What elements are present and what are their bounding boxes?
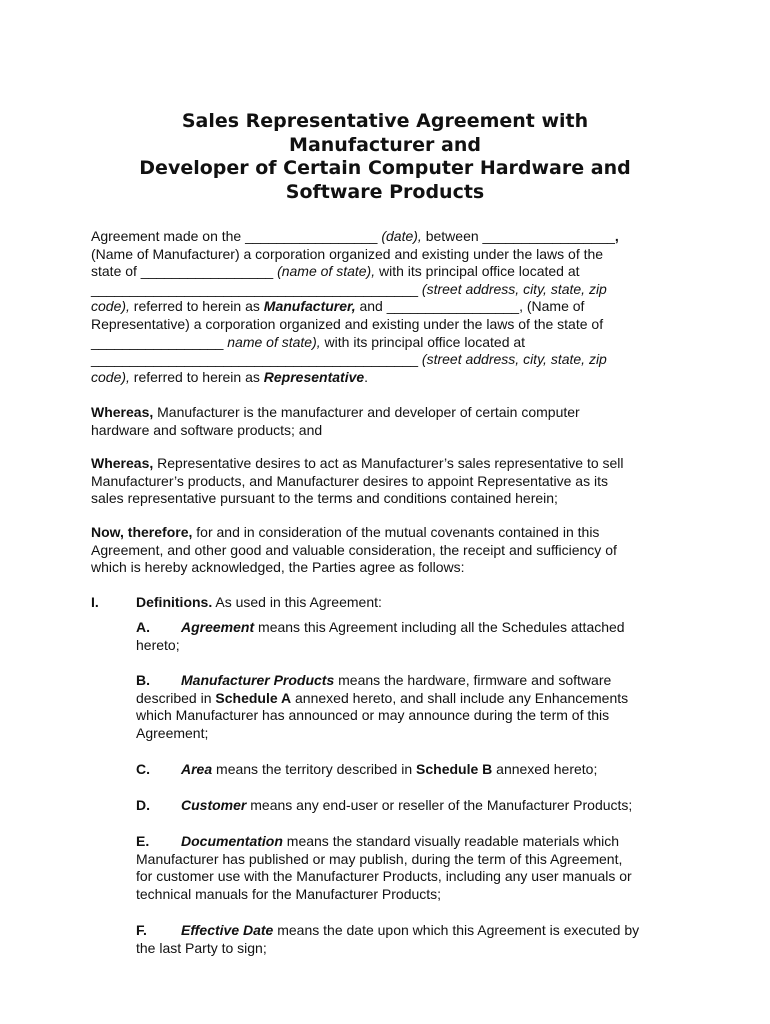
defined-term: Manufacturer Products: [181, 672, 335, 688]
item-letter: F.: [136, 922, 147, 938]
text: __________________________________________: [91, 280, 422, 297]
text: (street address, city, state, zip: [421, 351, 607, 368]
text: which is hereby acknowledged, the Parties agree as follows:: [91, 559, 465, 576]
text: and _________________, (Name of: [355, 298, 585, 315]
defined-term: Area: [181, 761, 213, 777]
document-title: [0, 110, 770, 204]
text: means any end-user or reseller of the Manufacturer Products;: [246, 797, 633, 813]
text: Representative) a corporation organized and existing under the laws of the state of: [91, 315, 604, 332]
text: .: [364, 368, 369, 385]
intro-paragraph: [91, 228, 691, 386]
text: Manufacturer is the manufacturer and developer of certain computer: [153, 404, 580, 420]
text: sales representative pursuant to the terms and conditions contained herein;: [91, 490, 558, 507]
text: Manufacturer’s products, and Manufacturer desires to appoint Representative as its: [91, 472, 608, 489]
text: Agreement made on the _________________: [91, 228, 382, 244]
text: between _________________: [421, 228, 615, 244]
definition-item-f: [136, 922, 696, 957]
definition-item-e: [136, 833, 696, 903]
text: described in: [136, 689, 216, 706]
text: annexed hereto, and shall include any Enhancements: [291, 689, 629, 706]
whereas-paragraph-2: [91, 455, 691, 508]
text: Manufacturer has published or may publish, during the term of this Agreement,: [136, 850, 623, 867]
text: Whereas,: [91, 455, 154, 471]
item-letter: B.: [136, 672, 150, 688]
text: __________________________________________: [91, 351, 422, 368]
now-therefore-paragraph: [91, 524, 691, 577]
text: Now, therefore,: [91, 524, 193, 540]
text: hereto;: [136, 636, 180, 653]
defined-term: Customer: [181, 797, 247, 813]
text: (name of state),: [277, 263, 376, 280]
text: means the date upon which this Agreement is executed by: [273, 922, 640, 938]
title-line: Sales Representative Agreement with: [181, 110, 589, 132]
text: (date),: [381, 228, 422, 244]
text: which Manufacturer has announced or may announce during the term of this: [136, 707, 610, 724]
text: Schedule A: [215, 689, 292, 706]
definition-item-c: [136, 761, 696, 779]
text: (Name of Manufacturer) a corporation organized and existing under the laws of the: [91, 245, 604, 262]
text: code),: [91, 368, 130, 385]
text: Whereas,: [91, 404, 154, 420]
item-letter: D.: [136, 797, 150, 813]
text: means the territory described in: [212, 761, 417, 777]
text: Schedule B: [416, 761, 493, 777]
definition-item-a: [136, 619, 696, 654]
whereas-paragraph-1: [91, 404, 691, 439]
text: for customer use with the Manufacturer Products, including any user manuals or: [136, 868, 632, 885]
text: with its principal office located at: [375, 263, 580, 280]
item-letter: A.: [136, 619, 150, 635]
defined-term: Agreement: [181, 619, 255, 635]
definition-item-d: [136, 797, 696, 815]
defined-term: Documentation: [181, 833, 283, 849]
text: Agreement;: [136, 724, 209, 741]
item-letter: C.: [136, 761, 150, 777]
text: _________________: [91, 333, 228, 350]
item-letter: E.: [136, 833, 150, 849]
text: (street address, city, state, zip: [421, 280, 607, 297]
title-line: Manufacturer and: [289, 133, 481, 156]
text: name of state),: [227, 333, 321, 350]
title-line: Developer of Certain Computer Hardware and: [139, 157, 631, 179]
text: means this Agreement including all the Schedules attached: [254, 619, 625, 635]
section-heading: Definitions.: [136, 594, 213, 610]
text: As used in this Agreement:: [212, 594, 382, 610]
text: hardware and software products; and: [91, 421, 323, 438]
text: means the hardware, firmware and software: [334, 672, 612, 688]
text: with its principal office located at: [320, 333, 526, 350]
text: Manufacturer,: [263, 298, 356, 315]
text: annexed hereto;: [492, 761, 598, 777]
text: Agreement, and other good and valuable consideration, the receipt and sufficiency of: [91, 541, 617, 558]
title-line: Software Products: [285, 180, 485, 203]
definition-item-b: [136, 672, 696, 742]
text: referred to herein as: [129, 298, 264, 315]
defined-term: Effective Date: [181, 922, 274, 938]
text: means the standard visually readable materials which: [282, 833, 620, 849]
text: technical manuals for the Manufacturer Products;: [136, 885, 442, 902]
text: the last Party to sign;: [136, 939, 267, 956]
text: Representative desires to act as Manufacturer’s sales representative to sell: [153, 455, 624, 471]
text: ,: [614, 228, 619, 244]
text: for and in consideration of the mutual covenants contained in this: [192, 524, 600, 540]
text: state of _________________: [91, 263, 278, 280]
text: referred to herein as: [129, 368, 264, 385]
text: code),: [91, 298, 130, 315]
section-number: I.: [91, 594, 99, 610]
text: Representative: [263, 368, 365, 385]
